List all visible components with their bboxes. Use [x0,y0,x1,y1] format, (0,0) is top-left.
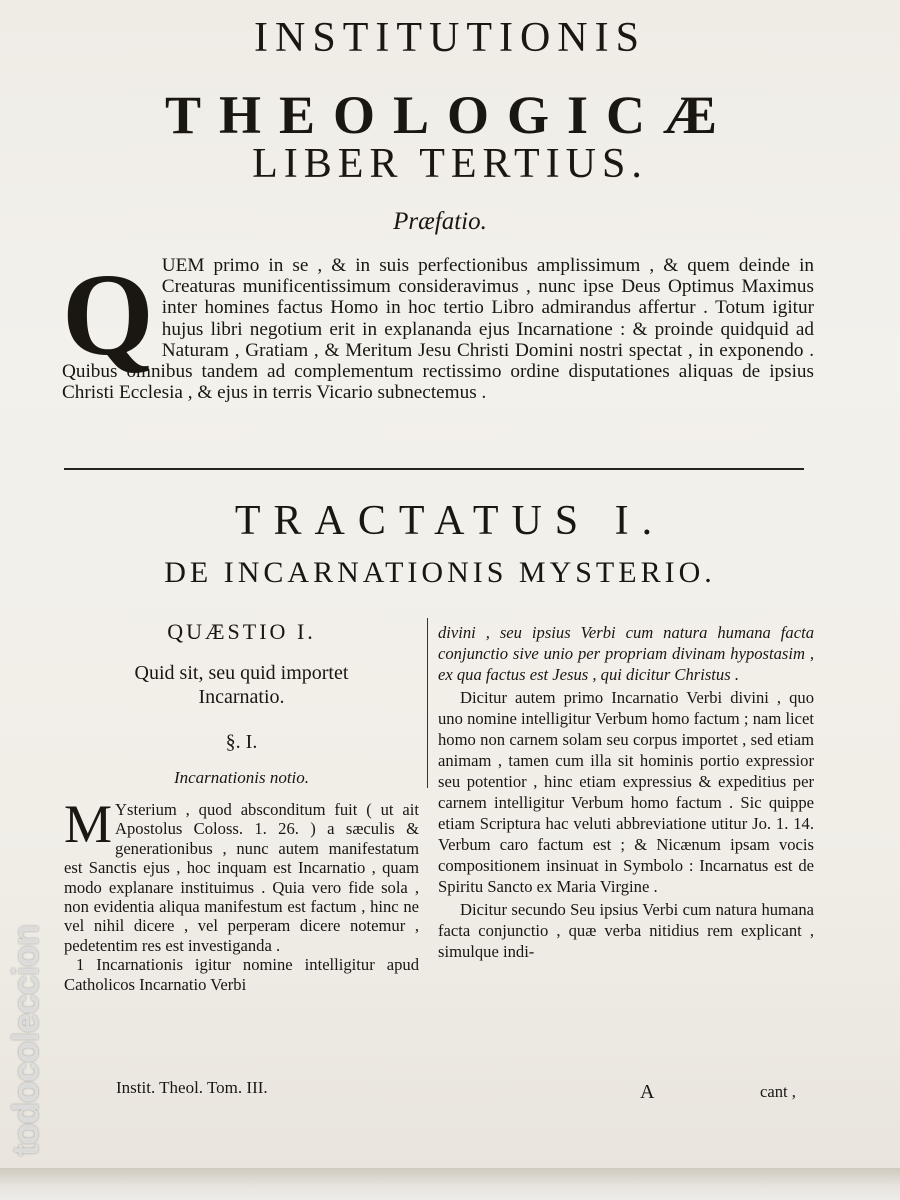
left-dropcap: M [64,794,113,854]
preface-dropcap: Q [62,249,152,380]
left-paragraph-2: 1 Incarnationis igitur nomine intelligitur apud Catholicos Incarnatio Verbi [64,955,419,994]
column-divider [427,618,428,788]
watermark-logo: todocoleccion [5,924,46,1156]
preface-paragraph [62,249,814,404]
page-footer-title: Instit. Theol. Tom. III. [116,1078,268,1097]
quid-line-2: Incarnatio. [198,686,285,708]
quaestio-heading: QUÆSTIO I. [167,619,316,644]
prefatio-heading: Præfatio. [393,208,487,235]
right-paragraph-3: Dicitur secundo Seu ipsius Verbi cum natura humana facta conjunctio , quæ verba nitidius rem explicant , simulque indi- [438,900,814,961]
quid-line-1: Quid sit, seu quid importet [134,662,349,684]
title-line-1: INSTITUTIONIS [254,15,646,61]
tractatus-title: TRACTATUS I. [234,498,666,544]
section-subheading: Incarnationis notio. [173,768,310,787]
page-edge-shadow [0,1168,900,1200]
signature-mark: A [640,1081,655,1103]
quaestio-subheading [64,661,419,709]
tractatus-subtitle: DE INCARNATIONIS MYSTERIO. [164,556,716,589]
right-paragraph-1: divini , seu ipsius Verbi cum natura humana facta conjunctio sive unio per propriam divinam hypostasim , ex qua factus est Jesus , qui dicitur Christus . [438,623,814,684]
title-line-3: LIBER TERTIUS. [252,141,648,187]
section-heading: §. I. [225,731,258,753]
preface-text: UEM primo in se , & in suis perfectionibus amplissimum , & quem deinde in Creaturas munificentissimum consideravimus , nunc ipse Deus Optimus Maximus inter homines factus Homo in hoc tertio Libro admirandus affertur . Totum igitur hujus libri negotium erit in explananda ejus Incarnatione : & proinde quidquid ad Naturam , Gratiam , & Meritum Jesu Christi Domini nostri spectat , in exponendo . Quibus omnibus tandem ad complementum rectissimo ordine disputationes aliquas de ipsius Christi Ecclesia , & ejus in terris Vicario subnectemus . [62,255,814,404]
catchword: cant , [760,1082,796,1101]
left-column [64,615,419,994]
title-line-2: THEOLOGICÆ [164,85,736,145]
horizontal-rule [64,468,804,470]
right-column [438,622,814,964]
left-body-text: Ysterium , quod absconditum fuit ( ut ait Apostolus Coloss. 1. 26. ) a sæculis & generationibus , nunc autem manifestatum est Sanctis ejus , hoc inquam est Incarnatio , quam modo explanare instituimus . Quia vero fide sola , non evidentia aliqua manifestum est factum , hinc ne vel nihil dicere , vel perperam dicere notemur , pedetentim res est investiganda . [64,800,419,955]
left-body-paragraph [64,794,419,955]
right-paragraph-2: Dicitur autem primo Incarnatio Verbi divini , quo uno nomine intelligitur Verbum homo factum ; nam licet homo non carnem solam seu corpus importet , sed etiam animam , tamen cum illa sit hominis portio expressior seu potentior , hinc etiam expressius & expeditius per carnem intelligitur Verbum homo factum . Sic quippe etiam Scriptura hac veluti abbreviatione utitur Jo. 1. 14. Verbum caro factum est ; & Nicænum ipsam vocis compositionem insinuat in Symbolo : Incarnatus est de Spiritu Sancto ex Maria Virgine . [438,688,814,896]
